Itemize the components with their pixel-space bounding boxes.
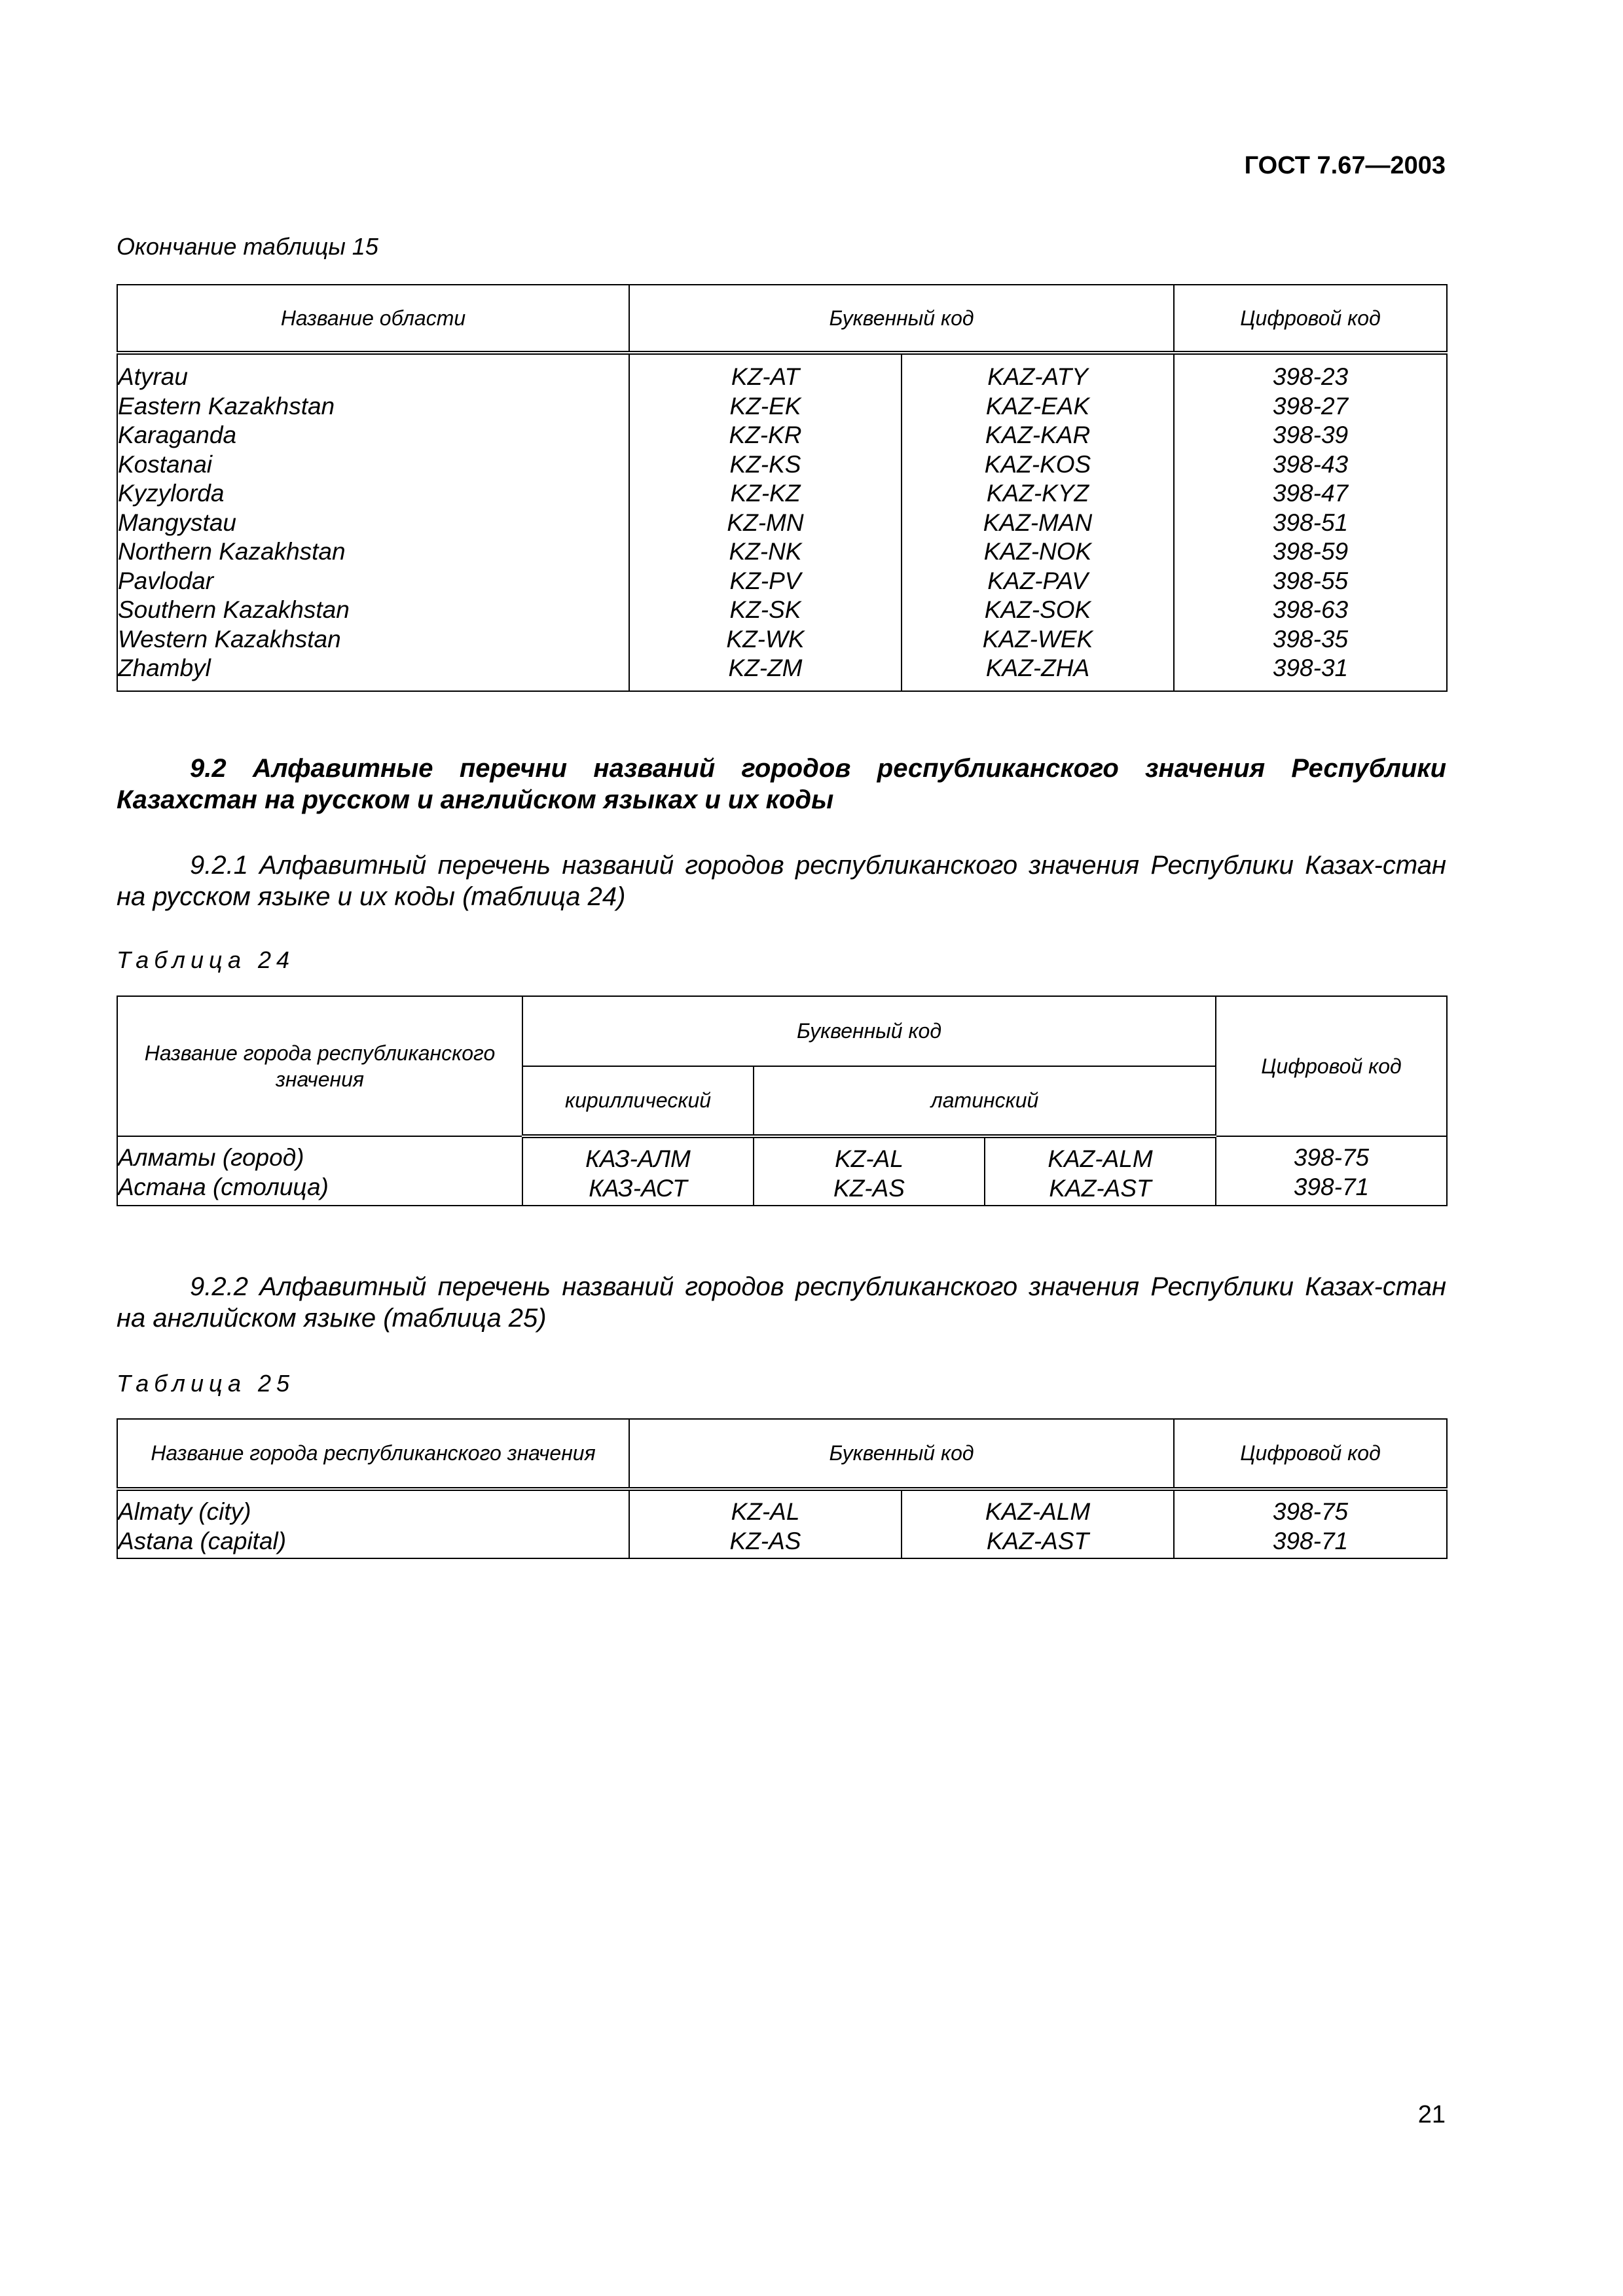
table-cell: KZ-AT [731, 363, 800, 390]
table-cell: KZ-EK [729, 392, 801, 420]
table-cell: 398-47 [1272, 480, 1349, 507]
table-cell: Almaty (city) [118, 1498, 251, 1525]
table-cell: KZ-SK [729, 596, 801, 623]
table25-header-letter-code: Буквенный код [629, 1419, 1174, 1489]
section-heading: 9.2 Алфавитные перечни названий городов республиканского значения Республики Казахстан на русском и английском языках и их коды [117, 754, 1446, 814]
table-cell: KZ-KZ [730, 480, 801, 507]
table-cell: Northern Kazakhstan [118, 538, 346, 565]
table25-caption: Таблица 25 [117, 1370, 295, 1397]
table-cell: 398-39 [1272, 422, 1349, 448]
table15-caption: Окончание таблицы 15 [117, 233, 378, 260]
table25-alpha2-column [629, 1489, 902, 1558]
table-cell: 398-63 [1272, 596, 1349, 623]
table24-header-letter-code: Буквенный код [522, 996, 1216, 1066]
table-cell: KAZ-AST [986, 1527, 1089, 1554]
table25-alpha3-column [902, 1489, 1174, 1558]
table15-alpha3-column [902, 353, 1174, 691]
table-cell: Eastern Kazakhstan [118, 392, 335, 420]
table-cell: KAZ-KYZ [986, 480, 1089, 507]
table24-caption: Таблица 24 [117, 946, 295, 973]
table-24 [117, 996, 1448, 1206]
table-cell: KZ-AS [833, 1174, 905, 1202]
table-cell: KZ-MN [727, 509, 804, 536]
table25-header-name: Название города республиканского значения [117, 1419, 629, 1489]
table24-cyrillic-column [522, 1136, 754, 1206]
table-cell: KZ-KR [729, 422, 802, 448]
table-cell: KAZ-KAR [985, 422, 1091, 448]
table-cell: Алматы (город) [118, 1144, 304, 1171]
table-cell: 398-55 [1272, 567, 1349, 594]
table-cell: KZ-KS [729, 450, 801, 478]
table-cell: KZ-ZM [728, 655, 803, 681]
table24-alpha3-column [985, 1136, 1216, 1206]
table-cell: KAZ-ATY [987, 363, 1088, 390]
table-cell: KAZ-MAN [983, 509, 1093, 536]
table-cell: КАЗ-АЛМ [585, 1145, 691, 1172]
table-cell: Kyzylorda [118, 480, 225, 507]
table-cell: 398-59 [1272, 538, 1349, 565]
table-cell: 398-43 [1272, 450, 1349, 478]
table-cell: 398-27 [1272, 392, 1349, 420]
document-code: ГОСТ 7.67—2003 [1244, 152, 1446, 179]
table-cell: Mangystau [118, 509, 236, 536]
table25-digits-column [1174, 1489, 1447, 1558]
table24-header-digit-code: Цифровой код [1216, 996, 1447, 1136]
table24-alpha2-column [754, 1136, 985, 1206]
table-cell: KAZ-AST [1049, 1174, 1152, 1202]
table-cell: 398-75 [1272, 1498, 1349, 1525]
table-cell: 398-35 [1272, 625, 1349, 653]
table-cell: 398-51 [1272, 509, 1349, 536]
table-15 [117, 284, 1448, 692]
table15-digits-column [1174, 353, 1447, 691]
table-cell: KAZ-ALM [1048, 1145, 1153, 1172]
table-cell: 398-71 [1293, 1173, 1370, 1200]
table-25 [117, 1418, 1448, 1559]
table-cell: Astana (capital) [118, 1527, 287, 1554]
table-cell: KAZ-ALM [985, 1498, 1091, 1525]
table-cell: Zhambyl [118, 655, 211, 681]
table-cell: 398-31 [1272, 655, 1349, 681]
table24-header-cyrillic: кириллический [522, 1066, 754, 1136]
table-cell: Atyrau [118, 363, 188, 390]
table-cell: KAZ-PAV [987, 567, 1088, 594]
table-cell: KZ-PV [729, 567, 801, 594]
table-cell: KZ-AL [731, 1498, 800, 1525]
table-cell: KZ-WK [726, 625, 805, 653]
table-cell: Kostanai [118, 450, 212, 478]
table-cell: KZ-AS [729, 1527, 801, 1554]
table24-digits-column [1216, 1136, 1447, 1206]
table24-header-name: Название города республиканского значения [117, 996, 522, 1136]
table15-header-name: Название области [117, 285, 629, 353]
table-cell: KAZ-WEK [982, 625, 1093, 653]
table-cell: Western Kazakhstan [118, 625, 341, 653]
table24-name-column [117, 1136, 522, 1206]
page-number: 21 [1417, 2101, 1446, 2128]
table-cell: 398-71 [1272, 1527, 1349, 1554]
table-cell: KZ-AL [835, 1145, 903, 1172]
table-cell: KAZ-NOK [983, 538, 1092, 565]
table-cell: KAZ-SOK [984, 596, 1091, 623]
table-cell: Pavlodar [118, 567, 214, 594]
table15-header-letter-code: Буквенный код [629, 285, 1174, 353]
table15-header-digit-code: Цифровой код [1174, 285, 1447, 353]
table15-name-column [117, 353, 629, 691]
table25-name-column [117, 1489, 629, 1558]
table-cell: КАЗ-АСТ [589, 1174, 687, 1202]
table-cell: Астана (столица) [118, 1173, 329, 1200]
table-cell: KAZ-KOS [984, 450, 1091, 478]
paragraph-9-2-1: 9.2.1 Алфавитный перечень названий городов республиканского значения Республики Казах-стан на русском языке и их коды (таблица 24) [117, 851, 1446, 911]
table-cell: 398-23 [1272, 363, 1349, 390]
table-cell: KZ-NK [729, 538, 802, 565]
table-cell: Southern Kazakhstan [118, 596, 350, 623]
paragraph-9-2-2: 9.2.2 Алфавитный перечень названий городов республиканского значения Республики Казах-стан на английском языке (таблица 25) [117, 1272, 1446, 1333]
table-cell: KAZ-EAK [985, 392, 1090, 420]
table15-alpha2-column [629, 353, 902, 691]
table25-header-digit-code: Цифровой код [1174, 1419, 1447, 1489]
table-cell: KAZ-ZHA [985, 655, 1090, 681]
table24-header-latin: латинский [754, 1066, 1216, 1136]
table-cell: 398-75 [1293, 1144, 1370, 1171]
table-cell: Karaganda [118, 422, 237, 448]
